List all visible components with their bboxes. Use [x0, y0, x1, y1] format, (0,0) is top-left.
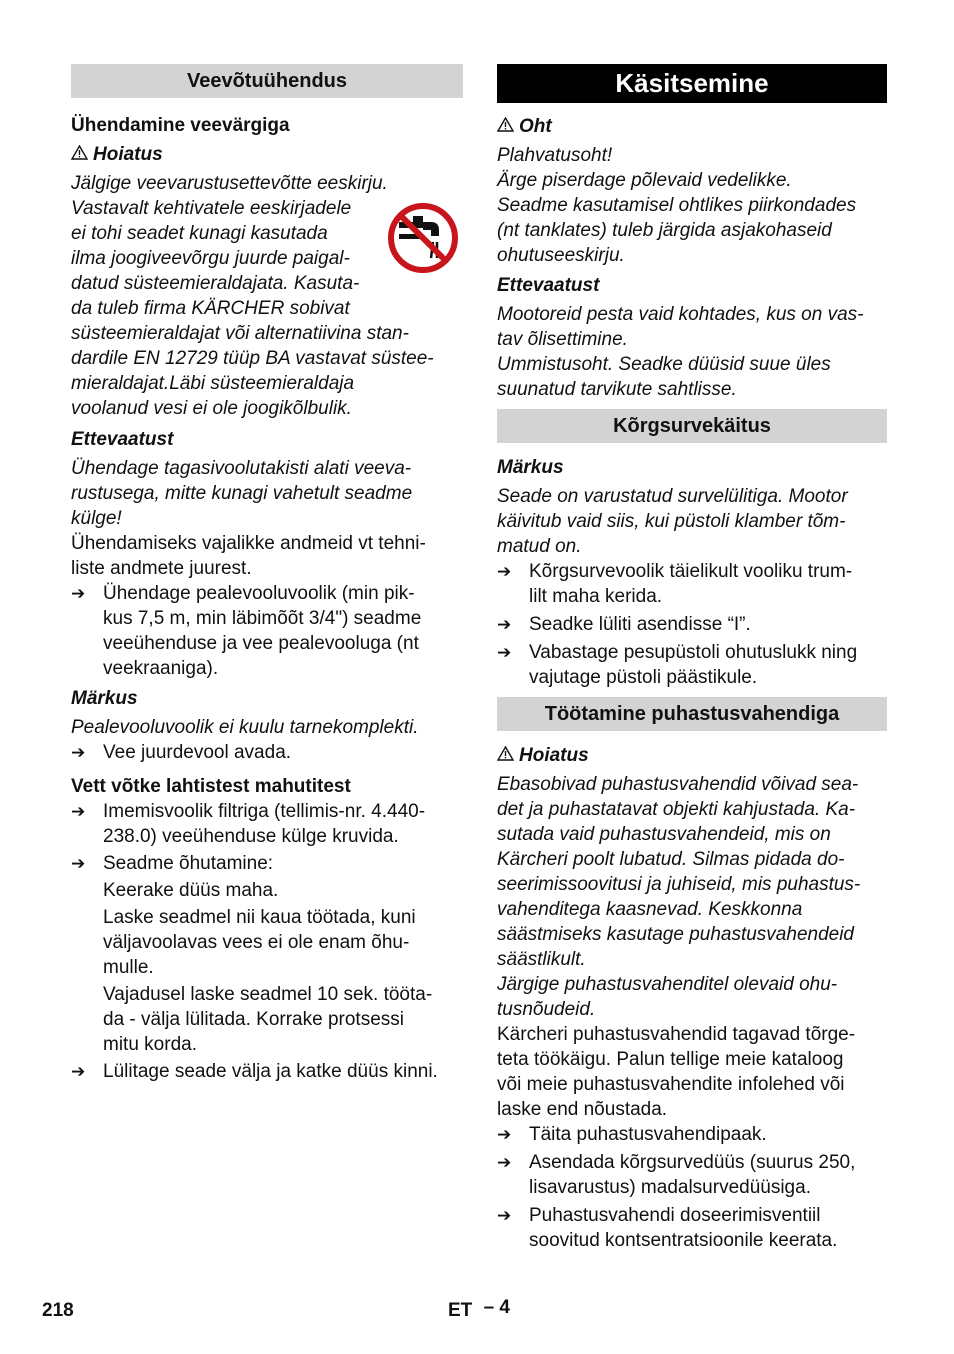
text-line: Lülitage seade välja ja katke düüs kinni. [103, 1061, 438, 1082]
text-line: Seadke lüliti asendisse “I”. [529, 614, 751, 635]
text-line: Vastavalt kehtivatele eeskirjadele [71, 198, 352, 219]
text-line: teta töökäigu. Palun tellige meie kataloog [497, 1049, 844, 1070]
list-item [497, 640, 887, 690]
indented-text [71, 982, 463, 1057]
text-line: dardile EN 12729 tüüp BA vastavat süstee- [71, 348, 434, 369]
text-line: Ühendage pealevooluvoolik (min pik- [103, 583, 415, 604]
arrow-right-icon: ➔ [497, 1153, 512, 1172]
text-line: külge! [71, 508, 122, 529]
text-line: datud süsteemieraldajata. Kasuta- [71, 273, 360, 294]
language-code: ET [448, 1300, 473, 1321]
text-line: Seadme kasutamisel ohtlikes piirkondades [497, 195, 857, 216]
arrow-right-icon: ➔ [71, 854, 86, 873]
caution-label: Ettevaatust [71, 429, 174, 450]
footer-dash: – [483, 1297, 495, 1318]
text-line: (nt tanklates) tuleb järgida asjakohaseid [497, 220, 832, 241]
text-line: da tuleb firma KÄRCHER sobivat [71, 298, 350, 319]
note-label: Märkus [497, 457, 564, 478]
arrow-right-icon: ➔ [71, 802, 86, 821]
danger-label: Oht [519, 116, 552, 137]
text-line: veeühenduse ja vee pealevooluga (nt [103, 633, 419, 654]
arrow-right-icon: ➔ [71, 743, 86, 762]
list-item [497, 1150, 887, 1200]
text-line: Imemisvoolik filtriga (tellimis-nr. 4.440- [103, 801, 426, 822]
text-line: või meie puhastusvahendite infolehed või [497, 1074, 845, 1095]
text-line: laske end nõustada. [497, 1099, 668, 1120]
text-line: Vajadusel laske seadmel 10 sek. tööta- [103, 984, 433, 1005]
text-line: Jälgige veevarustusettevõtte eeskirju. [71, 173, 388, 194]
text-line: Ärge piserdage põlevaid vedelikke. [497, 170, 792, 191]
text-line: Laske seadmel nii kaua töötada, kuni [103, 907, 416, 928]
list-item [497, 559, 887, 609]
text-line: Ummistusoht. Seadke düüsid suue üles [497, 354, 831, 375]
text-line: süsteemieraldajat või alternatiivina stan- [71, 323, 409, 344]
arrow-right-icon: ➔ [497, 1206, 512, 1225]
warning-text [71, 171, 463, 421]
section-title-detergent: Töötamine puhastusvahendiga [497, 697, 887, 731]
text-line: lisavarustus) madalsurvedüüsiga. [529, 1177, 811, 1198]
left-column [71, 64, 463, 1084]
list-item [71, 1059, 463, 1084]
text-line: säästlikult. [497, 949, 586, 970]
caution-text [71, 456, 463, 531]
arrow-right-icon: ➔ [497, 562, 512, 581]
warning-heading [497, 743, 887, 768]
arrow-right-icon: ➔ [71, 584, 86, 603]
text-line: ohutuseeskirju. [497, 245, 625, 266]
section-title-water-connection: Veevõtuühendus [71, 64, 463, 98]
list-item [497, 612, 887, 637]
arrow-right-icon: ➔ [497, 1125, 512, 1144]
text-line: Seade on varustatud survelülitiga. Mootor [497, 486, 848, 507]
text-line: Ebasobivad puhastusvahendid võivad sea- [497, 774, 859, 795]
text-line: mulle. [103, 957, 154, 978]
text-line: tusnõudeid. [497, 999, 596, 1020]
note-text: Pealevooluvoolik ei kuulu tarnekomplekti. [71, 717, 419, 738]
text-line: tav õlisettimine. [497, 329, 628, 350]
right-column [497, 64, 887, 1253]
text-line: Vabastage pesupüstoli ohutuslukk ning [529, 642, 858, 663]
arrow-right-icon: ➔ [497, 643, 512, 662]
text-line: Seadme õhutamine: [103, 853, 274, 874]
text-line: vajutage püstoli päästikule. [529, 667, 758, 688]
text-line: matud on. [497, 536, 582, 557]
text-line: kus 7,5 m, min läbimõõt 3/4") seadme [103, 608, 422, 629]
text-line: Kärcheri poolt lubatud. Silmas pidada do- [497, 849, 845, 870]
list-item [71, 851, 463, 876]
caution-label: Ettevaatust [497, 275, 600, 296]
indented-text: Keerake düüs maha. [103, 880, 279, 901]
text-line: vahenditega kaasnevad. Keskkonna [497, 899, 803, 920]
list-item [497, 1122, 887, 1147]
warning-triangle-icon [71, 142, 93, 167]
text-line: veekraaniga). [103, 658, 219, 679]
text-line: ilma joogiveevõrgu juurde paigal- [71, 248, 350, 269]
text-line: seerimissoovitusi ja juhiseid, mis puhastus- [497, 874, 861, 895]
info-text: liste andmete juurest. [71, 558, 252, 579]
text-line: Vee juurdevool avada. [103, 742, 292, 763]
text-line: 238.0) veeühenduse külge kruvida. [103, 826, 399, 847]
note-label: Märkus [71, 688, 138, 709]
text-line: Ühendage tagasivoolutakisti alati veeva- [71, 458, 412, 479]
text-line: mieraldajat.Läbi süsteemieraldaja [71, 373, 355, 394]
page-number: 218 [42, 1300, 74, 1321]
text-line: soovitud kontsentratsioonile keerata. [529, 1230, 838, 1251]
list-item [71, 740, 463, 765]
no-drinking-water-icon [387, 202, 459, 279]
text-line: Puhastusvahendi doseerimisventiil [529, 1205, 821, 1226]
note-text [497, 484, 887, 559]
text-line: käivitub vaid siis, kui püstoli klamber tõm- [497, 511, 846, 532]
arrow-right-icon: ➔ [71, 1062, 86, 1081]
caution-text [497, 302, 887, 402]
list-item [71, 799, 463, 849]
text-line: det ja puhastatavat objekti kahjustada. Ka- [497, 799, 856, 820]
list-item [497, 1203, 887, 1253]
danger-heading [497, 114, 887, 139]
warning-text [497, 772, 887, 1022]
subheading-mains-connection: Ühendamine veevärgiga [71, 115, 290, 136]
text-line: Mootoreid pesta vaid kohtades, kus on vas- [497, 304, 864, 325]
list-item [71, 581, 463, 681]
indented-text [71, 905, 463, 980]
text-line: Täita puhastusvahendipaak. [529, 1124, 767, 1145]
text-line: Plahvatusoht! [497, 145, 613, 166]
section-title-high-pressure: Kõrgsurvekäitus [497, 409, 887, 443]
text-line: Kärcheri puhastusvahendid tagavad tõrge- [497, 1024, 856, 1045]
text-line: lilt maha kerida. [529, 586, 663, 607]
text-line: suunatud tarvikute sahtlisse. [497, 379, 737, 400]
text-line: väljavoolavas vees ei ole enam õhu- [103, 932, 410, 953]
main-title-operation: Käsitsemine [497, 64, 887, 103]
text-line: sutada vaid puhastusvahendeid, mis on [497, 824, 831, 845]
text-line: voolanud vesi ei ole joogikõlbulik. [71, 398, 352, 419]
text-line: Asendada kõrgsurvedüüs (suurus 250, [529, 1152, 856, 1173]
warning-triangle-icon [497, 114, 519, 139]
danger-text [497, 143, 887, 268]
text-line: mitu korda. [103, 1034, 197, 1055]
warning-heading [71, 142, 463, 167]
section-page-number: 4 [499, 1297, 510, 1318]
warning-label: Hoiatus [93, 144, 163, 165]
text-line: säästmiseks kasutage puhastusvahendeid [497, 924, 855, 945]
text-line: ei tohi seadet kunagi kasutada [71, 223, 328, 244]
subheading-open-containers: Vett võtke lahtistest mahutitest [71, 776, 351, 797]
text-line: rustusega, mitte kunagi vahetult seadme [71, 483, 413, 504]
text-line: Kõrgsurvevoolik täielikult vooliku trum- [529, 561, 853, 582]
arrow-right-icon: ➔ [497, 615, 512, 634]
warning-triangle-icon [497, 743, 519, 768]
text-line: da - välja lülitada. Korrake protsessi [103, 1009, 404, 1030]
info-paragraph [497, 1022, 887, 1122]
footer-language [448, 1297, 510, 1322]
warning-label: Hoiatus [519, 745, 589, 766]
info-text: Ühendamiseks vajalikke andmeid vt tehni- [71, 533, 426, 554]
text-line: Järgige puhastusvahenditel olevaid ohu- [497, 974, 838, 995]
